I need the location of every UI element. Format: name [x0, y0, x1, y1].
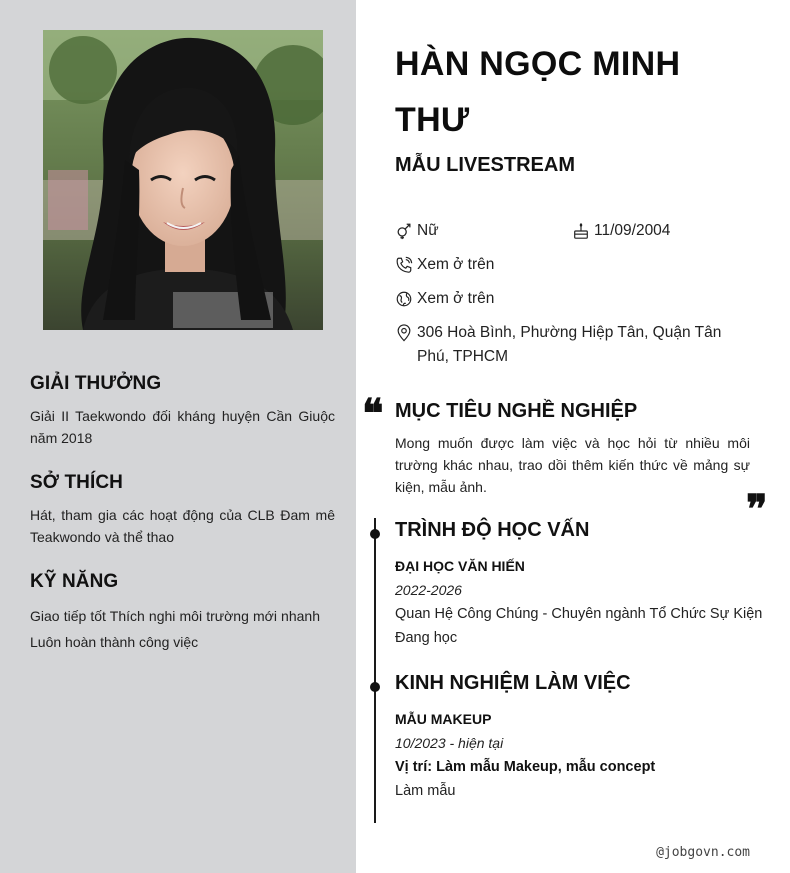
location-pin-icon	[395, 321, 417, 345]
awards-section	[30, 373, 335, 449]
birthdate-value: 11/09/2004	[594, 222, 671, 239]
address-value: 306 Hoà Bình, Phường Hiệp Tân, Quận Tân Phú, TPHCM	[417, 324, 722, 365]
job-title: MẪU LIVESTREAM	[395, 154, 575, 176]
hobbies-text: Hát, tham gia các hoạt động của CLB Đam mê Teakwondo và thể thao	[30, 507, 335, 545]
gender-value: Nữ	[417, 222, 439, 239]
education-period: 2022-2026	[395, 582, 462, 598]
website-value: Xem ở trên	[417, 290, 495, 307]
experience-title: KINH NGHIỆM LÀM VIỆC	[395, 672, 631, 694]
hobbies-section	[30, 472, 335, 548]
objective-text: Mong muốn được làm việc và học hỏi từ nhiều môi trường khác nhau, trao dồi thêm kiến thức về mảng sự kiện, mẫu ảnh.	[395, 435, 750, 495]
hobbies-title: SỞ THÍCH	[30, 472, 124, 493]
sidebar	[0, 0, 356, 873]
education-school: ĐẠI HỌC VĂN HIẾN	[395, 558, 525, 574]
education-title: TRÌNH ĐỘ HỌC VẤN	[395, 519, 590, 541]
awards-text: Giải II Taekwondo đối kháng huyện Cần Giuộc năm 2018	[30, 408, 335, 446]
cake-icon	[572, 219, 594, 243]
objective-title: MỤC TIÊU NGHỀ NGHIỆP	[395, 400, 638, 422]
main-content	[356, 0, 790, 873]
website-row	[395, 287, 494, 311]
skills-text: Giao tiếp tốt Thích nghi môi trường mới nhanh Luôn hoàn thành công việc	[30, 608, 320, 650]
education-major: Quan Hệ Công Chúng - Chuyên ngành Tổ Chức Sự Kiện	[395, 606, 763, 622]
phone-value: Xem ở trên	[417, 256, 495, 273]
awards-title: GIẢI THƯỞNG	[30, 373, 162, 394]
experience-description: Làm mẫu	[395, 783, 456, 799]
address-row	[395, 321, 730, 369]
timeline-line	[374, 518, 376, 823]
watermark: @jobgovn.com	[656, 845, 750, 860]
gender-icon	[395, 219, 417, 243]
education-status: Đang học	[395, 630, 458, 646]
phone-icon	[395, 253, 417, 277]
gender-row	[395, 219, 439, 243]
close-quote-icon: ❞	[746, 486, 768, 533]
timeline-dot-education	[370, 529, 380, 539]
experience-period: 10/2023 - hiện tại	[395, 735, 504, 751]
candidate-name: HÀN NGỌC MINH THƯ	[395, 45, 681, 139]
phone-row	[395, 253, 494, 277]
experience-position: Vị trí: Làm mẫu Makeup, mẫu concept	[395, 759, 656, 775]
profile-photo	[43, 30, 323, 330]
experience-company: MẪU MAKEUP	[395, 711, 492, 727]
timeline-dot-experience	[370, 682, 380, 692]
globe-icon	[395, 287, 417, 311]
open-quote-icon: ❝	[362, 390, 384, 437]
skills-title: KỸ NĂNG	[30, 571, 119, 592]
birthdate-row	[572, 219, 670, 243]
skills-section	[30, 571, 335, 655]
